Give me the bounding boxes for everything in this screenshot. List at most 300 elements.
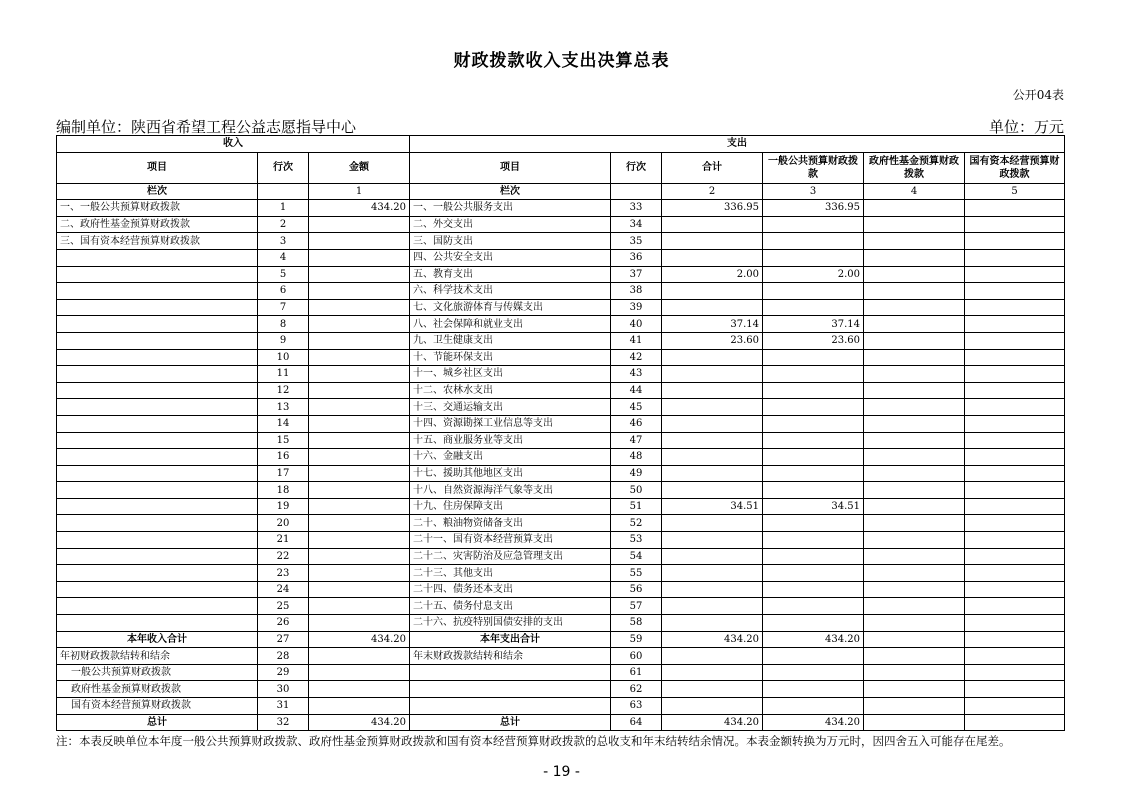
expense-item: 七、文化旅游体育与传媒支出 [410, 299, 611, 316]
income-row-number: 20 [258, 515, 309, 532]
expense-item: 二十一、国有资本经营预算支出 [410, 532, 611, 549]
general-budget-amount [763, 565, 864, 582]
money-unit: 单位：万元 [988, 118, 1064, 136]
expense-total [662, 399, 763, 416]
compiling-unit: 编制单位：陕西省希望工程公益志愿指导中心 [56, 118, 357, 136]
income-row-number: 12 [258, 382, 309, 399]
state-capital-amount [965, 233, 1065, 250]
expense-item: 十二、农林水支出 [410, 382, 611, 399]
expense-item [410, 698, 611, 715]
state-capital-amount [965, 565, 1065, 582]
general-budget-amount [763, 465, 864, 482]
state-capital-amount [965, 349, 1065, 366]
expense-total: 434.20 [662, 714, 763, 731]
income-row-number: 7 [258, 299, 309, 316]
expense-item: 八、社会保障和就业支出 [410, 316, 611, 333]
general-budget-amount [763, 366, 864, 383]
state-capital-amount [965, 664, 1065, 681]
income-amount [309, 299, 410, 316]
income-row-number: 29 [258, 664, 309, 681]
general-budget-amount: 434.20 [763, 631, 864, 648]
form-number: 公开04表 [1012, 88, 1064, 102]
expense-total: 23.60 [662, 332, 763, 349]
gov-fund-amount [864, 698, 965, 715]
general-budget-amount [763, 283, 864, 300]
state-capital-amount [965, 631, 1065, 648]
income-item: 国有资本经营预算财政拨款 [57, 698, 258, 715]
expense-row-number: 40 [611, 316, 662, 333]
general-budget-amount [763, 299, 864, 316]
expense-item: 十四、资源勘探工业信息等支出 [410, 415, 611, 432]
income-row-number: 22 [258, 548, 309, 565]
income-item [57, 382, 258, 399]
income-row-number: 1 [258, 200, 309, 217]
expense-total [662, 465, 763, 482]
expense-total [662, 598, 763, 615]
table-row [57, 648, 1065, 665]
income-amount [309, 581, 410, 598]
expense-item: 总计 [410, 714, 611, 731]
income-amount [309, 465, 410, 482]
expense-total: 37.14 [662, 316, 763, 333]
expense-total [662, 648, 763, 665]
expense-row-number: 62 [611, 681, 662, 698]
state-capital-amount [965, 415, 1065, 432]
table-row [57, 548, 1065, 565]
income-amount [309, 664, 410, 681]
table-row [57, 465, 1065, 482]
income-row-number: 9 [258, 332, 309, 349]
expense-item: 二十三、其他支出 [410, 565, 611, 582]
gov-fund-amount [864, 382, 965, 399]
expense-total [662, 216, 763, 233]
general-budget-amount [763, 664, 864, 681]
expense-total: 34.51 [662, 498, 763, 515]
table-row [57, 233, 1065, 250]
expense-header: 支出 [410, 136, 1065, 153]
state-capital-amount [965, 581, 1065, 598]
income-amount [309, 332, 410, 349]
general-budget-amount [763, 698, 864, 715]
table-body [57, 200, 1065, 731]
expense-row-number: 54 [611, 548, 662, 565]
table-row [57, 249, 1065, 266]
state-capital-amount [965, 266, 1065, 283]
general-budget-amount [763, 681, 864, 698]
income-amount [309, 615, 410, 632]
expense-row-number: 63 [611, 698, 662, 715]
col-number-5: 5 [965, 183, 1065, 200]
income-item [57, 482, 258, 499]
gov-fund-amount [864, 565, 965, 582]
gov-fund-amount [864, 233, 965, 250]
income-item [57, 266, 258, 283]
income-amount [309, 548, 410, 565]
expense-row-number: 50 [611, 482, 662, 499]
income-item [57, 581, 258, 598]
income-amount [309, 698, 410, 715]
income-amount [309, 498, 410, 515]
gov-fund-amount [864, 598, 965, 615]
income-item: 总计 [57, 714, 258, 731]
general-budget-amount [763, 548, 864, 565]
income-amount: 434.20 [309, 714, 410, 731]
expense-item: 十六、金融支出 [410, 449, 611, 466]
expense-row-number: 58 [611, 615, 662, 632]
page-number: - 19 - [543, 764, 580, 780]
expense-item: 二十二、灾害防治及应急管理支出 [410, 548, 611, 565]
table-row [57, 332, 1065, 349]
gov-fund-amount [864, 200, 965, 217]
gov-fund-amount [864, 283, 965, 300]
header-row-columns [57, 152, 1065, 183]
gov-fund-amount [864, 515, 965, 532]
expense-row-number: 45 [611, 399, 662, 416]
gov-fund-amount [864, 415, 965, 432]
general-budget-amount: 336.95 [763, 200, 864, 217]
gov-fund-amount [864, 366, 965, 383]
income-rowno-header: 行次 [258, 152, 309, 183]
expense-total [662, 299, 763, 316]
income-amount [309, 283, 410, 300]
table-row [57, 299, 1065, 316]
state-capital-amount [965, 399, 1065, 416]
expense-row-number: 51 [611, 498, 662, 515]
expense-item: 十九、住房保障支出 [410, 498, 611, 515]
income-item [57, 249, 258, 266]
state-capital-header: 国有资本经营预算财政拨款 [965, 152, 1065, 183]
gov-fund-amount [864, 681, 965, 698]
income-item-header: 项目 [57, 152, 258, 183]
income-item [57, 598, 258, 615]
expense-item-header: 项目 [410, 152, 611, 183]
empty-cell [611, 183, 662, 200]
table-row [57, 283, 1065, 300]
expense-total [662, 283, 763, 300]
expense-item: 五、教育支出 [410, 266, 611, 283]
expense-item: 二十、粮油物资储备支出 [410, 515, 611, 532]
general-budget-amount [763, 233, 864, 250]
income-row-number: 6 [258, 283, 309, 300]
expense-item: 十七、援助其他地区支出 [410, 465, 611, 482]
col-number-1: 1 [309, 183, 410, 200]
income-amount [309, 399, 410, 416]
income-item [57, 299, 258, 316]
expense-item: 十三、交通运输支出 [410, 399, 611, 416]
income-row-number: 18 [258, 482, 309, 499]
income-item [57, 449, 258, 466]
expense-item: 十、节能环保支出 [410, 349, 611, 366]
income-item [57, 532, 258, 549]
income-amount [309, 249, 410, 266]
state-capital-amount [965, 482, 1065, 499]
income-amount [309, 432, 410, 449]
expense-total [662, 366, 763, 383]
gov-fund-amount [864, 266, 965, 283]
expense-item: 九、卫生健康支出 [410, 332, 611, 349]
table-row [57, 714, 1065, 731]
income-item: 政府性基金预算财政拨款 [57, 681, 258, 698]
col-number-3: 3 [763, 183, 864, 200]
state-capital-amount [965, 698, 1065, 715]
general-budget-header: 一般公共预算财政拨款 [763, 152, 864, 183]
general-budget-amount: 23.60 [763, 332, 864, 349]
general-budget-amount: 34.51 [763, 498, 864, 515]
income-item [57, 432, 258, 449]
gov-fund-amount [864, 299, 965, 316]
expense-row-number: 35 [611, 233, 662, 250]
state-capital-amount [965, 299, 1065, 316]
expense-row-number: 64 [611, 714, 662, 731]
expense-total [662, 581, 763, 598]
income-amount [309, 648, 410, 665]
table-row [57, 532, 1065, 549]
income-item [57, 615, 258, 632]
income-amount: 434.20 [309, 200, 410, 217]
gov-fund-amount [864, 631, 965, 648]
unit-row [56, 116, 1064, 137]
income-row-number: 13 [258, 399, 309, 416]
state-capital-amount [965, 714, 1065, 731]
income-row-number: 21 [258, 532, 309, 549]
income-amount [309, 598, 410, 615]
expense-item: 二十四、债务还本支出 [410, 581, 611, 598]
expense-total [662, 565, 763, 582]
expense-row-number: 43 [611, 366, 662, 383]
expense-total-header: 合计 [662, 152, 763, 183]
income-item: 二、政府性基金预算财政拨款 [57, 216, 258, 233]
general-budget-amount [763, 648, 864, 665]
state-capital-amount [965, 615, 1065, 632]
table-row [57, 432, 1065, 449]
income-row-number: 27 [258, 631, 309, 648]
gov-fund-amount [864, 482, 965, 499]
income-row-number: 28 [258, 648, 309, 665]
income-amount-header: 金额 [309, 152, 410, 183]
col-label-income: 栏次 [57, 183, 258, 200]
expense-total [662, 515, 763, 532]
expense-total [662, 249, 763, 266]
income-item [57, 465, 258, 482]
gov-fund-amount [864, 316, 965, 333]
state-capital-amount [965, 465, 1065, 482]
expense-row-number: 59 [611, 631, 662, 648]
expense-row-number: 46 [611, 415, 662, 432]
expense-row-number: 44 [611, 382, 662, 399]
state-capital-amount [965, 648, 1065, 665]
income-item: 一、一般公共预算财政拨款 [57, 200, 258, 217]
expense-total: 2.00 [662, 266, 763, 283]
income-row-number: 15 [258, 432, 309, 449]
expense-row-number: 52 [611, 515, 662, 532]
income-item [57, 283, 258, 300]
expense-row-number: 37 [611, 266, 662, 283]
gov-fund-amount [864, 498, 965, 515]
expense-row-number: 49 [611, 465, 662, 482]
income-amount [309, 216, 410, 233]
table-row [57, 216, 1065, 233]
col-label-expense: 栏次 [410, 183, 611, 200]
income-header: 收入 [57, 136, 410, 153]
expense-row-number: 41 [611, 332, 662, 349]
expense-item: 二十五、债务付息支出 [410, 598, 611, 615]
income-row-number: 19 [258, 498, 309, 515]
gov-fund-amount [864, 216, 965, 233]
income-amount [309, 415, 410, 432]
gov-fund-amount [864, 615, 965, 632]
state-capital-amount [965, 382, 1065, 399]
income-row-number: 26 [258, 615, 309, 632]
income-row-number: 25 [258, 598, 309, 615]
income-row-number: 24 [258, 581, 309, 598]
general-budget-amount [763, 399, 864, 416]
income-row-number: 2 [258, 216, 309, 233]
expense-total [662, 482, 763, 499]
income-amount [309, 482, 410, 499]
general-budget-amount [763, 249, 864, 266]
expense-total: 336.95 [662, 200, 763, 217]
expense-row-number: 47 [611, 432, 662, 449]
expense-total [662, 532, 763, 549]
state-capital-amount [965, 332, 1065, 349]
table-row [57, 366, 1065, 383]
expense-item: 十一、城乡社区支出 [410, 366, 611, 383]
income-item [57, 565, 258, 582]
table-row [57, 415, 1065, 432]
expense-total [662, 681, 763, 698]
state-capital-amount [965, 515, 1065, 532]
income-item [57, 415, 258, 432]
income-item [57, 399, 258, 416]
state-capital-amount [965, 532, 1065, 549]
expense-item: 二十六、抗疫特别国债安排的支出 [410, 615, 611, 632]
expense-item: 一、一般公共服务支出 [410, 200, 611, 217]
income-item [57, 349, 258, 366]
general-budget-amount [763, 532, 864, 549]
state-capital-amount [965, 283, 1065, 300]
gov-fund-amount [864, 399, 965, 416]
income-row-number: 10 [258, 349, 309, 366]
expense-row-number: 48 [611, 449, 662, 466]
expense-total [662, 233, 763, 250]
expense-total [662, 449, 763, 466]
income-item [57, 332, 258, 349]
income-amount [309, 449, 410, 466]
state-capital-amount [965, 449, 1065, 466]
general-budget-amount: 37.14 [763, 316, 864, 333]
expense-row-number: 61 [611, 664, 662, 681]
expense-total [662, 664, 763, 681]
gov-fund-amount [864, 249, 965, 266]
expense-total [662, 415, 763, 432]
footnote: 注：本表反映单位本年度一般公共预算财政拨款、政府性基金预算财政拨款和国有资本经营预算财政拨款的总收支和年末结转结余情况。本表金额转换为万元时，因四舍五入可能存在尾差。 [56, 734, 1011, 748]
income-row-number: 4 [258, 249, 309, 266]
income-row-number: 8 [258, 316, 309, 333]
expense-row-number: 55 [611, 565, 662, 582]
expense-total [662, 349, 763, 366]
income-row-number: 14 [258, 415, 309, 432]
income-amount [309, 233, 410, 250]
expense-row-number: 42 [611, 349, 662, 366]
income-row-number: 30 [258, 681, 309, 698]
gov-fund-amount [864, 532, 965, 549]
table-row [57, 316, 1065, 333]
expense-row-number: 38 [611, 283, 662, 300]
gov-fund-amount [864, 465, 965, 482]
table-row [57, 598, 1065, 615]
general-budget-amount [763, 216, 864, 233]
income-item [57, 515, 258, 532]
table-row [57, 581, 1065, 598]
income-item: 三、国有资本经营预算财政拨款 [57, 233, 258, 250]
fiscal-summary-table [56, 135, 1065, 731]
state-capital-amount [965, 598, 1065, 615]
table-row [57, 664, 1065, 681]
income-row-number: 3 [258, 233, 309, 250]
expense-row-number: 53 [611, 532, 662, 549]
income-amount [309, 515, 410, 532]
income-amount [309, 681, 410, 698]
expense-row-number: 34 [611, 216, 662, 233]
general-budget-amount [763, 349, 864, 366]
expense-total: 434.20 [662, 631, 763, 648]
state-capital-amount [965, 366, 1065, 383]
expense-item: 本年支出合计 [410, 631, 611, 648]
state-capital-amount [965, 216, 1065, 233]
state-capital-amount [965, 548, 1065, 565]
expense-total [662, 548, 763, 565]
table-row [57, 482, 1065, 499]
income-row-number: 31 [258, 698, 309, 715]
table-row [57, 498, 1065, 515]
income-amount [309, 366, 410, 383]
gov-fund-amount [864, 581, 965, 598]
gov-fund-amount [864, 432, 965, 449]
income-item: 年初财政拨款结转和结余 [57, 648, 258, 665]
expense-total [662, 615, 763, 632]
page-title: 财政拨款收入支出决算总表 [453, 51, 670, 71]
table-row [57, 200, 1065, 217]
expense-item: 二、外交支出 [410, 216, 611, 233]
general-budget-amount: 2.00 [763, 266, 864, 283]
income-item [57, 366, 258, 383]
income-amount [309, 349, 410, 366]
expense-total [662, 698, 763, 715]
column-number-row [57, 183, 1065, 200]
income-amount [309, 316, 410, 333]
col-number-2: 2 [662, 183, 763, 200]
expense-total [662, 382, 763, 399]
expense-row-number: 56 [611, 581, 662, 598]
income-item [57, 548, 258, 565]
table-row [57, 349, 1065, 366]
table-row [57, 565, 1065, 582]
income-item: 本年收入合计 [57, 631, 258, 648]
general-budget-amount [763, 382, 864, 399]
general-budget-amount [763, 581, 864, 598]
income-amount: 434.20 [309, 631, 410, 648]
expense-item: 十八、自然资源海洋气象等支出 [410, 482, 611, 499]
expense-item: 年末财政拨款结转和结余 [410, 648, 611, 665]
table-row [57, 449, 1065, 466]
expense-item: 六、科学技术支出 [410, 283, 611, 300]
income-amount [309, 382, 410, 399]
gov-fund-amount [864, 548, 965, 565]
expense-item: 三、国防支出 [410, 233, 611, 250]
expense-row-number: 60 [611, 648, 662, 665]
income-amount [309, 266, 410, 283]
expense-row-number: 39 [611, 299, 662, 316]
